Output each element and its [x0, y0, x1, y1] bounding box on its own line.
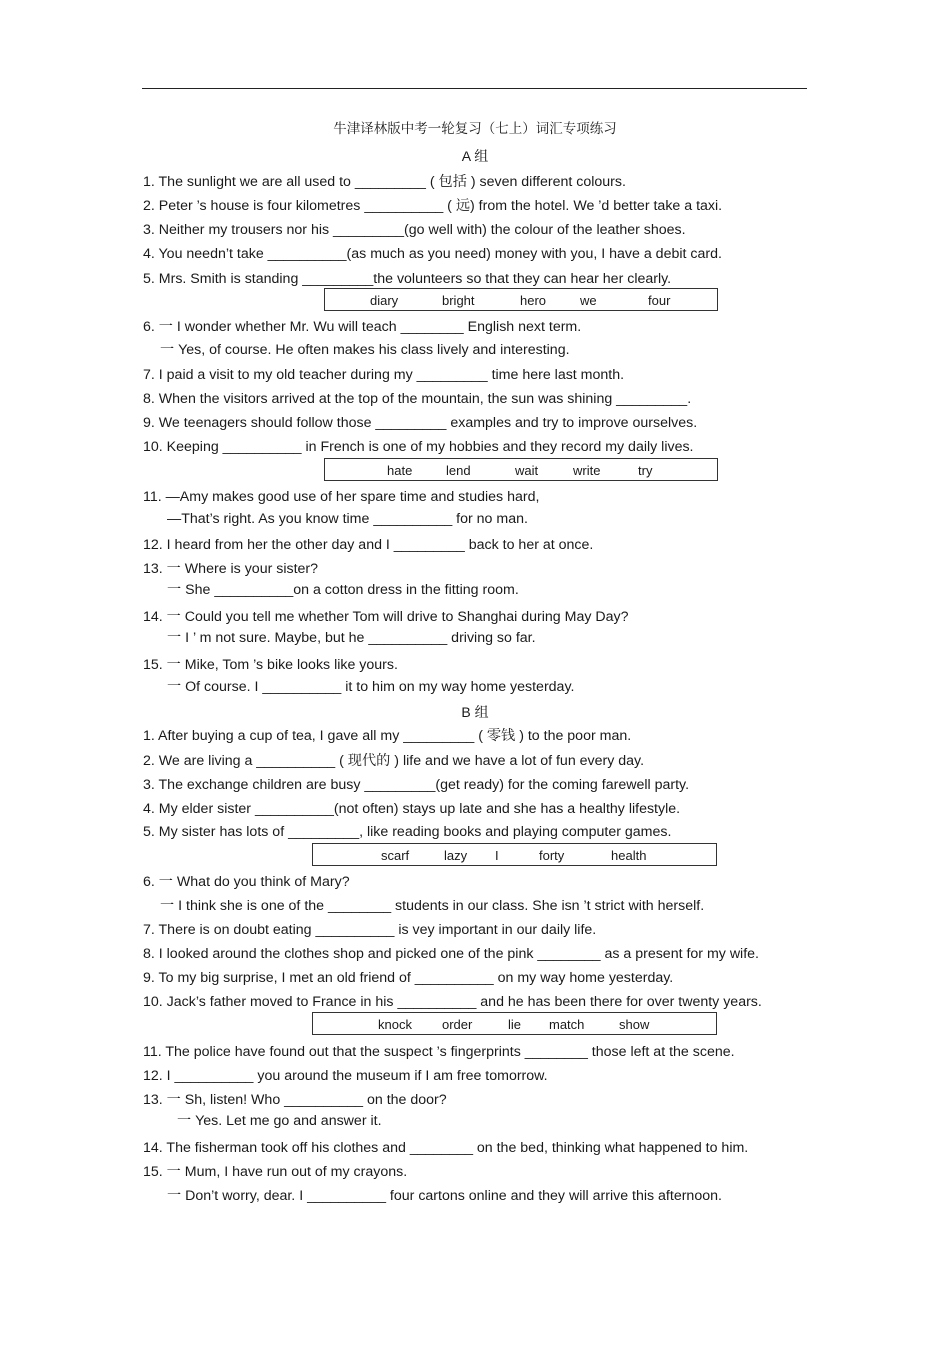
question-b5: 5. My sister has lots of _________, like reading books and playing computer games. — [143, 824, 672, 840]
question-a3: 3. Neither my trousers nor his _________(go well with) the colour of the leather shoes. — [143, 222, 686, 238]
question-b7: 7. There is on doubt eating __________ is vey important in our daily life. — [143, 922, 597, 938]
word-box-b1 — [312, 843, 717, 866]
question-b12: 12. I __________ you around the museum if I am free tomorrow. — [143, 1068, 548, 1084]
word-box-word: scarf — [381, 848, 410, 863]
word-box-word: diary — [370, 293, 399, 308]
word-box-word: order — [442, 1017, 473, 1032]
word-box-word: forty — [539, 848, 565, 863]
word-box-a1 — [324, 288, 718, 311]
question-a2: 2. Peter ’s house is four kilometres __________ ( 远) from the hotel. We ’d better take a taxi. — [143, 198, 723, 214]
question-a10: 10. Keeping __________ in French is one of my hobbies and they record my daily lives. — [143, 439, 694, 455]
question-b10: 10. Jack’s father moved to France in his __________ and he has been there for over twenty years. — [143, 994, 762, 1010]
word-box-word: write — [573, 463, 601, 478]
group-b-heading: B 组 — [461, 704, 489, 720]
answer-line: 一 Yes. Let me go and answer it. — [177, 1113, 382, 1129]
word-box-word: wait — [515, 463, 539, 478]
word-box-word: try — [638, 463, 653, 478]
word-box-word: lazy — [444, 848, 468, 863]
word-box-word: hero — [520, 293, 547, 308]
question-a6: 6. 一 I wonder whether Mr. Wu will teach ________ English next term. — [143, 319, 582, 335]
word-box-word: show — [619, 1017, 650, 1032]
page-title: 牛津译林版中考一轮复习（七上）词汇专项练习 — [333, 121, 617, 137]
word-box-word: four — [648, 293, 671, 308]
question-b14: 14. The fisherman took off his clothes and ________ on the bed, thinking what happened to him. — [143, 1140, 749, 1156]
answer-line: 一 Of course. I __________ it to him on my way home yesterday. — [167, 679, 575, 695]
question-a7: 7. I paid a visit to my old teacher during my _________ time here last month. — [143, 367, 625, 383]
question-b2: 2. We are living a __________ ( 现代的 ) life and we have a lot of fun every day. — [143, 753, 645, 769]
answer-line: 一 I ’ m not sure. Maybe, but he __________ driving so far. — [167, 630, 536, 646]
question-b15: 15. 一 Mum, I have run out of my crayons. — [143, 1164, 408, 1180]
word-box-word: we — [580, 293, 597, 308]
group-a-heading: A 组 — [461, 148, 489, 164]
answer-line: 一 Don’t worry, dear. I __________ four cartons online and they will arrive this afternoon. — [167, 1188, 722, 1204]
question-a13: 13. 一 Where is your sister? — [143, 561, 319, 577]
question-a12: 12. I heard from her the other day and I _________ back to her at once. — [143, 537, 594, 553]
question-b8: 8. I looked around the clothes shop and picked one of the pink ________ as a present for my wife. — [143, 946, 759, 962]
header-rule — [142, 88, 807, 89]
question-a4: 4. You needn’t take __________(as much as you need) money with you, I have a debit card. — [143, 246, 722, 262]
word-box-a2 — [324, 458, 718, 481]
question-a1: 1. The sunlight we are all used to _________ ( 包括 ) seven different colours. — [143, 174, 626, 190]
question-a14: 14. 一 Could you tell me whether Tom will drive to Shanghai during May Day? — [143, 609, 629, 625]
question-b3: 3. The exchange children are busy _________(get ready) for the coming farewell party. — [143, 777, 690, 793]
question-b1: 1. After buying a cup of tea, I gave all my _________ ( 零钱 ) to the poor man. — [143, 728, 632, 744]
answer-line: —That’s right. As you know time __________ for no man. — [167, 511, 528, 527]
word-box-word: knock — [378, 1017, 412, 1032]
question-b9: 9. To my big surprise, I met an old friend of __________ on my way home yesterday. — [143, 970, 674, 986]
word-box-word: bright — [442, 293, 475, 308]
word-box-word: match — [549, 1017, 585, 1032]
word-box-word: health — [611, 848, 647, 863]
answer-line: 一 I think she is one of the ________ students in our class. She isn ’t strict with herself. — [160, 898, 705, 914]
question-a15: 15. 一 Mike, Tom ’s bike looks like yours. — [143, 657, 398, 673]
word-box-word: hate — [387, 463, 413, 478]
answer-line: 一 Yes, of course. He often makes his class lively and interesting. — [160, 342, 570, 358]
question-b13: 13. 一 Sh, listen! Who __________ on the door? — [143, 1092, 447, 1108]
word-box-word: lie — [508, 1017, 522, 1032]
question-a11: 11. —Amy makes good use of her spare time and studies hard, — [143, 489, 540, 505]
answer-line: 一 She __________on a cotton dress in the fitting room. — [167, 582, 519, 598]
question-b6: 6. 一 What do you think of Mary? — [143, 874, 350, 890]
question-a5: 5. Mrs. Smith is standing _________the volunteers so that they can hear her clearly. — [143, 271, 672, 287]
question-a9: 9. We teenagers should follow those _________ examples and try to improve ourselves. — [143, 415, 698, 431]
word-box-b2 — [312, 1012, 717, 1035]
question-b11: 11. The police have found out that the suspect ’s fingerprints ________ those left at the scene. — [143, 1044, 735, 1060]
word-box-word: I — [495, 848, 499, 863]
question-a8: 8. When the visitors arrived at the top of the mountain, the sun was shining _________. — [143, 391, 692, 407]
question-b4: 4. My elder sister __________(not often) stays up late and she has a healthy lifestyle. — [143, 801, 681, 817]
word-box-word: lend — [446, 463, 471, 478]
